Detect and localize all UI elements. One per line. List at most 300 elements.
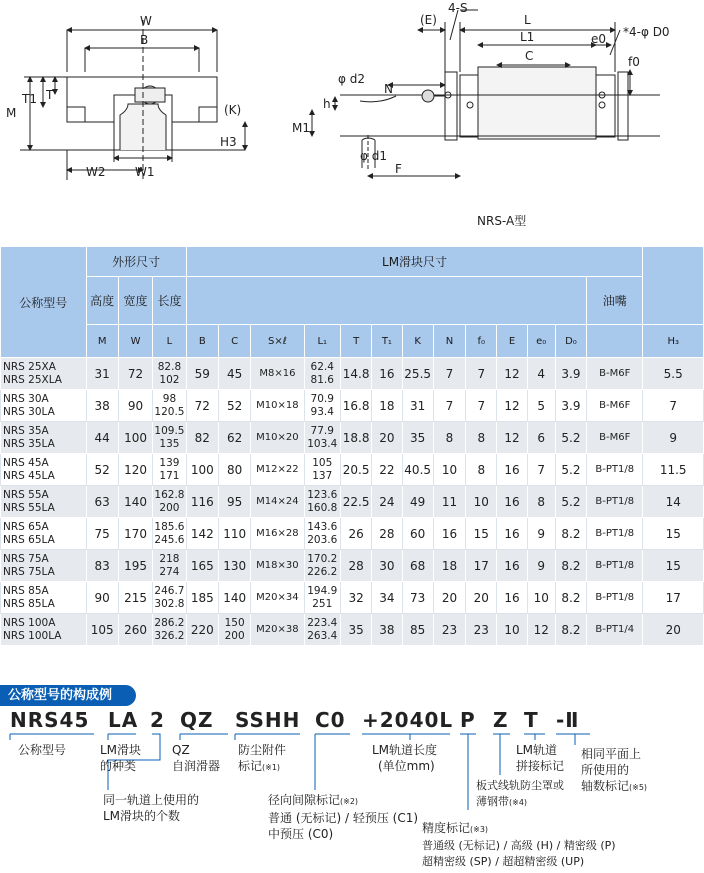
cell-s: M10×18: [251, 390, 304, 422]
cell-d0: 5.2: [555, 454, 586, 486]
code-cover: Z: [493, 708, 509, 732]
cell-e0: 5: [527, 390, 555, 422]
cell-e0: 9: [527, 518, 555, 550]
cell-f0: 7: [466, 390, 497, 422]
cell-b: 72: [186, 390, 218, 422]
cell-e: 16: [497, 550, 527, 582]
cell-d0: 5.2: [555, 486, 586, 518]
cell-c: 52: [218, 390, 250, 422]
cell-e: 10: [497, 614, 527, 646]
table-row: [1, 422, 704, 454]
cell-t: 14.8: [341, 358, 372, 390]
note-clearance-line3: 中预压 (C0): [268, 827, 334, 841]
note-axes-line3: 轴数标记: [581, 779, 630, 793]
cell-f0: 23: [466, 614, 497, 646]
sym-W: W: [118, 325, 152, 358]
cell-l1: [304, 422, 341, 454]
cell-l: [153, 614, 186, 646]
note-accuracy-line1: 精度标记: [422, 821, 471, 835]
cell-model-line: NRS 45A: [3, 456, 49, 469]
cell-w: 100: [118, 422, 152, 454]
table-row: [1, 486, 704, 518]
note-axes: [581, 746, 647, 796]
cell-h3: 15: [643, 550, 704, 582]
cell-model-line: NRS 35LA: [3, 437, 55, 450]
cell-value-line: 326.2: [154, 629, 185, 642]
code-rail-length: +2040L: [362, 708, 454, 732]
cell-l1: [304, 390, 341, 422]
cell-value-line: 143.6: [307, 520, 338, 533]
cell-value-line: 103.4: [307, 437, 338, 450]
note-clearance-line1: 径向间隙标记: [268, 793, 341, 807]
cell-f0: 17: [466, 550, 497, 582]
cell-model-line: NRS 45LA: [3, 469, 55, 482]
cell-c: 140: [218, 582, 250, 614]
dim-f0: f0: [628, 55, 640, 69]
cell-h3: 7: [643, 390, 704, 422]
cell-value-line: 263.4: [307, 629, 338, 642]
cell-model: [1, 582, 87, 614]
code-count: 2: [150, 708, 165, 732]
cell-b: 142: [186, 518, 218, 550]
cell-value-line: 226.2: [307, 565, 338, 578]
cell-s: M14×24: [251, 486, 304, 518]
cell-f0: 20: [466, 582, 497, 614]
cell-c: 62: [218, 422, 250, 454]
cell-model: [1, 390, 87, 422]
cell-t: 18.8: [341, 422, 372, 454]
cell-d0: 5.2: [555, 422, 586, 454]
cell-model: [1, 422, 87, 454]
cell-t1: 22: [372, 454, 402, 486]
cell-oil: B-M6F: [587, 422, 643, 454]
cell-model-line: NRS 65LA: [3, 533, 55, 546]
table-row: [1, 550, 704, 582]
cell-value-line: 105: [312, 456, 333, 469]
sym-N: N: [433, 325, 465, 358]
cell-value-line: 70.9: [310, 392, 334, 405]
note-accuracy-ref: (※3): [470, 825, 489, 834]
sym-e0: e₀: [527, 325, 555, 358]
cell-d0: 8.2: [555, 518, 586, 550]
cell-value-line: 274: [159, 565, 180, 578]
cell-model-line: NRS 30LA: [3, 405, 55, 418]
table-row: [1, 390, 704, 422]
dim-T: T: [46, 88, 54, 102]
cell-e: 12: [497, 358, 527, 390]
cell-model-line: NRS 100LA: [3, 629, 62, 642]
sym-K: K: [402, 325, 433, 358]
cell-d0: 3.9: [555, 390, 586, 422]
cell-l: [153, 518, 186, 550]
sym-T1: T₁: [372, 325, 402, 358]
cell-w: 195: [118, 550, 152, 582]
cell-l1: [304, 518, 341, 550]
cell-value-line: 150: [224, 616, 245, 629]
cell-e: 12: [497, 422, 527, 454]
cell-l1: [304, 358, 341, 390]
code-clearance: C0: [315, 708, 346, 732]
cell-value-line: 302.8: [154, 597, 185, 610]
cell-k: 25.5: [402, 358, 433, 390]
dimension-drawing: [0, 0, 704, 245]
spec-table-body: [1, 358, 704, 646]
sym-D0: D₀: [555, 325, 586, 358]
dim-M1: M1: [292, 121, 310, 135]
note-clearance-ref: (※2): [340, 797, 359, 806]
code-seal: SSHH: [235, 708, 301, 732]
cell-value-line: 62.4: [310, 360, 334, 373]
cell-l1: [304, 550, 341, 582]
cell-model-line: NRS 35A: [3, 424, 49, 437]
cell-value-line: 251: [312, 597, 333, 610]
drawing-caption: NRS-A型: [477, 214, 527, 228]
cell-l: [153, 582, 186, 614]
cell-m: 52: [86, 454, 118, 486]
cell-k: 85: [402, 614, 433, 646]
note-cover-line2: 薄钢带: [476, 795, 509, 808]
cell-model-line: NRS 85A: [3, 584, 49, 597]
cell-d0: 3.9: [555, 358, 586, 390]
cell-model-line: NRS 55A: [3, 488, 49, 501]
cell-k: 73: [402, 582, 433, 614]
note-axes-ref: (※5): [629, 783, 648, 792]
cell-n: 7: [433, 390, 465, 422]
cell-f0: 8: [466, 422, 497, 454]
note-joint-line1: LM轨道: [516, 743, 558, 757]
cell-b: 185: [186, 582, 218, 614]
cell-f0: 8: [466, 454, 497, 486]
cell-model-line: NRS 25XA: [3, 360, 56, 373]
note-block-type: [100, 742, 141, 774]
example-title: 公称型号的构成例: [0, 685, 136, 706]
cell-value-line: 200: [224, 629, 245, 642]
spec-table: [0, 246, 704, 646]
cell-l: [153, 390, 186, 422]
cell-value-line: 81.6: [310, 373, 334, 386]
cell-k: 40.5: [402, 454, 433, 486]
cell-t: 26: [341, 518, 372, 550]
note-joint: [516, 742, 564, 774]
cell-value-line: 200: [159, 501, 180, 514]
cell-model-line: NRS 75LA: [3, 565, 55, 578]
cell-d0: 8.2: [555, 582, 586, 614]
cell-l: [153, 422, 186, 454]
note-clearance: [268, 792, 418, 842]
cell-model: [1, 454, 87, 486]
header-length: 长度: [153, 277, 186, 325]
cell-t1: 34: [372, 582, 402, 614]
cell-model-line: NRS 65A: [3, 520, 49, 533]
cell-t1: 28: [372, 518, 402, 550]
sym-C: C: [218, 325, 250, 358]
sym-H3: H₃: [643, 325, 704, 358]
cell-m: 63: [86, 486, 118, 518]
code-model: NRS45: [10, 708, 90, 732]
cell-d0: 8.2: [555, 550, 586, 582]
cell-oil: B-PT1/8: [587, 582, 643, 614]
cell-value-line: 98: [162, 392, 177, 405]
cell-model-line: NRS 85LA: [3, 597, 55, 610]
cell-f0: 7: [466, 358, 497, 390]
cell-t1: 18: [372, 390, 402, 422]
cell-e: 16: [497, 454, 527, 486]
cell-oil: B-M6F: [587, 390, 643, 422]
cell-e: 16: [497, 486, 527, 518]
cell-h3: 20: [643, 614, 704, 646]
cell-value-line: 194.9: [307, 584, 338, 597]
cell-model: [1, 518, 87, 550]
cell-value-line: 185.6: [154, 520, 185, 533]
dim-F: F: [395, 162, 402, 176]
note-rail-length: [372, 742, 437, 774]
cell-value-line: 223.4: [307, 616, 338, 629]
cell-m: 44: [86, 422, 118, 454]
header-oil: 油嘴: [587, 277, 643, 325]
cell-s: M10×20: [251, 422, 304, 454]
dim-C: C: [525, 49, 534, 63]
cell-h3: 11.5: [643, 454, 704, 486]
code-joint: T: [524, 708, 539, 732]
dim-e0: e0: [591, 32, 607, 46]
cell-l: [153, 454, 186, 486]
cell-k: 60: [402, 518, 433, 550]
cell-value-line: 162.8: [154, 488, 185, 501]
cell-value-line: 218: [159, 552, 180, 565]
header-outer: 外形尺寸: [86, 247, 186, 277]
note-cover-line1: 板式线轨防尘罩或: [476, 779, 564, 792]
cell-m: 90: [86, 582, 118, 614]
dim-W: W: [140, 14, 152, 28]
cell-c: 45: [218, 358, 250, 390]
sym-E: E: [497, 325, 527, 358]
cell-value-line: 246.7: [154, 584, 185, 597]
cell-oil: B-M6F: [587, 358, 643, 390]
note-clearance-line2: 普通 (无标记) / 轻预压 (C1): [268, 811, 419, 825]
cell-k: 31: [402, 390, 433, 422]
cell-t: 35: [341, 614, 372, 646]
note-model: 公称型号: [18, 743, 67, 757]
code-qz: QZ: [180, 708, 214, 732]
cell-b: 165: [186, 550, 218, 582]
cell-model: [1, 486, 87, 518]
note-qz-line2: 自润滑器: [172, 759, 221, 773]
dim-E: (E): [420, 13, 437, 27]
cell-c: 80: [218, 454, 250, 486]
note-cover: [476, 778, 564, 811]
cell-value-line: 203.6: [307, 533, 338, 546]
cell-m: 31: [86, 358, 118, 390]
cell-e0: 8: [527, 486, 555, 518]
header-blank: [643, 247, 704, 325]
sym-M: M: [86, 325, 118, 358]
cell-m: 38: [86, 390, 118, 422]
cell-value-line: 170.2: [307, 552, 338, 565]
dim-K: (K): [224, 103, 242, 117]
cell-s: M20×34: [251, 582, 304, 614]
code-axes: -Ⅱ: [556, 708, 580, 732]
cell-t1: 16: [372, 358, 402, 390]
cell-w: 72: [118, 358, 152, 390]
cell-l1: [304, 582, 341, 614]
dim-L1: L1: [520, 30, 535, 44]
cell-l1: [304, 486, 341, 518]
note-qz-line1: QZ: [172, 743, 190, 757]
cell-oil: B-PT1/8: [587, 550, 643, 582]
cell-m: 83: [86, 550, 118, 582]
dim-W2: W2: [86, 165, 106, 179]
cell-value-line: 77.9: [310, 424, 334, 437]
cell-k: 68: [402, 550, 433, 582]
note-qz: [172, 742, 220, 774]
cell-f0: 10: [466, 486, 497, 518]
cell-value-line: 135: [159, 437, 180, 450]
note-count: [103, 792, 199, 824]
cell-t: 16.8: [341, 390, 372, 422]
dim-D0: *4-φ D0: [623, 25, 670, 39]
cell-n: 23: [433, 614, 465, 646]
table-row: [1, 614, 704, 646]
dim-T1: T1: [22, 92, 37, 106]
cell-oil: B-PT1/8: [587, 486, 643, 518]
cell-n: 20: [433, 582, 465, 614]
cell-t1: 20: [372, 422, 402, 454]
note-axes-line1: 相同平面上: [581, 747, 642, 761]
note-joint-line2: 拼接标记: [516, 759, 565, 773]
cell-t: 32: [341, 582, 372, 614]
dim-N: N: [384, 82, 393, 96]
note-seal-line2: 标记: [238, 759, 263, 773]
cell-value-line: 120.5: [154, 405, 185, 418]
cell-b: 100: [186, 454, 218, 486]
cell-t: 28: [341, 550, 372, 582]
cell-c: [218, 614, 250, 646]
note-seal-line1: 防尘附件: [238, 743, 287, 757]
dim-d2: φ d2: [338, 72, 365, 86]
cell-value-line: 245.6: [154, 533, 185, 546]
cell-t1: 24: [372, 486, 402, 518]
cell-w: 170: [118, 518, 152, 550]
cell-model: [1, 550, 87, 582]
cell-value-line: 93.4: [310, 405, 334, 418]
cell-model-line: NRS 100A: [3, 616, 56, 629]
cell-h3: 9: [643, 422, 704, 454]
header-model: 公称型号: [1, 247, 87, 358]
note-count-line1: 同一轨道上使用的: [103, 793, 200, 807]
cell-l: [153, 486, 186, 518]
cell-l: [153, 550, 186, 582]
cell-oil: B-PT1/4: [587, 614, 643, 646]
note-block-type-line2: 的种类: [100, 759, 137, 773]
cell-s: M18×30: [251, 550, 304, 582]
cell-e0: 6: [527, 422, 555, 454]
dim-W1: W1: [135, 165, 155, 179]
dim-d1: φ d1: [360, 149, 387, 163]
dim-M: M: [6, 106, 17, 120]
cell-h3: 17: [643, 582, 704, 614]
cell-l1: [304, 614, 341, 646]
note-rail-length-line2: (单位mm): [378, 759, 435, 773]
cell-l1: [304, 454, 341, 486]
cell-w: 90: [118, 390, 152, 422]
cell-s: M20×38: [251, 614, 304, 646]
cell-n: 10: [433, 454, 465, 486]
cell-n: 18: [433, 550, 465, 582]
table-row: [1, 518, 704, 550]
cell-e0: 7: [527, 454, 555, 486]
cell-value-line: 160.8: [307, 501, 338, 514]
cell-b: 59: [186, 358, 218, 390]
cell-m: 105: [86, 614, 118, 646]
cell-s: M8×16: [251, 358, 304, 390]
cell-s: M16×28: [251, 518, 304, 550]
cell-t1: 38: [372, 614, 402, 646]
table-row: [1, 582, 704, 614]
sym-B: B: [186, 325, 218, 358]
cell-model-line: NRS 75A: [3, 552, 49, 565]
cell-c: 95: [218, 486, 250, 518]
note-seal: [238, 742, 286, 776]
cell-value-line: 286.2: [154, 616, 185, 629]
cell-k: 35: [402, 422, 433, 454]
cell-model: [1, 614, 87, 646]
note-accuracy-line3: 超精密级 (SP) / 超超精密级 (UP): [422, 855, 585, 868]
cell-model: [1, 358, 87, 390]
header-lm: LM滑块尺寸: [186, 247, 643, 277]
sym-L1: L₁: [304, 325, 341, 358]
sym-S: S×ℓ: [251, 325, 304, 358]
cell-oil: B-PT1/8: [587, 454, 643, 486]
cell-value-line: 139: [159, 456, 180, 469]
cell-t: 20.5: [341, 454, 372, 486]
cell-e: 12: [497, 390, 527, 422]
dim-H3: H3: [220, 135, 237, 149]
cell-k: 49: [402, 486, 433, 518]
sym-T: T: [341, 325, 372, 358]
cell-l: [153, 358, 186, 390]
dim-4S: 4-S: [448, 1, 468, 15]
cell-n: 16: [433, 518, 465, 550]
table-row: [1, 358, 704, 390]
cell-value-line: 109.5: [154, 424, 185, 437]
header-height: 高度: [86, 277, 118, 325]
cell-e0: 10: [527, 582, 555, 614]
spec-table-wrap: [0, 246, 704, 646]
cell-n: 7: [433, 358, 465, 390]
note-count-line2: LM滑块的个数: [103, 809, 181, 823]
note-rail-length-line1: LM轨道长度: [372, 743, 438, 757]
cell-w: 120: [118, 454, 152, 486]
cell-h3: 15: [643, 518, 704, 550]
header-lm-blank: [186, 277, 586, 325]
cell-c: 130: [218, 550, 250, 582]
note-accuracy: [422, 820, 616, 870]
note-cover-ref: (※4): [509, 798, 528, 807]
cell-value-line: 171: [159, 469, 180, 482]
cell-model-line: NRS 30A: [3, 392, 49, 405]
cell-oil: B-PT1/8: [587, 518, 643, 550]
note-block-type-line1: LM滑块: [100, 743, 142, 757]
note-axes-line2: 所使用的: [581, 763, 630, 777]
cell-e: 16: [497, 518, 527, 550]
cell-b: 116: [186, 486, 218, 518]
code-accuracy: P: [460, 708, 476, 732]
cell-c: 110: [218, 518, 250, 550]
cell-t1: 30: [372, 550, 402, 582]
cell-value-line: 102: [159, 373, 180, 386]
table-row: [1, 454, 704, 486]
dim-B: B: [140, 33, 149, 47]
